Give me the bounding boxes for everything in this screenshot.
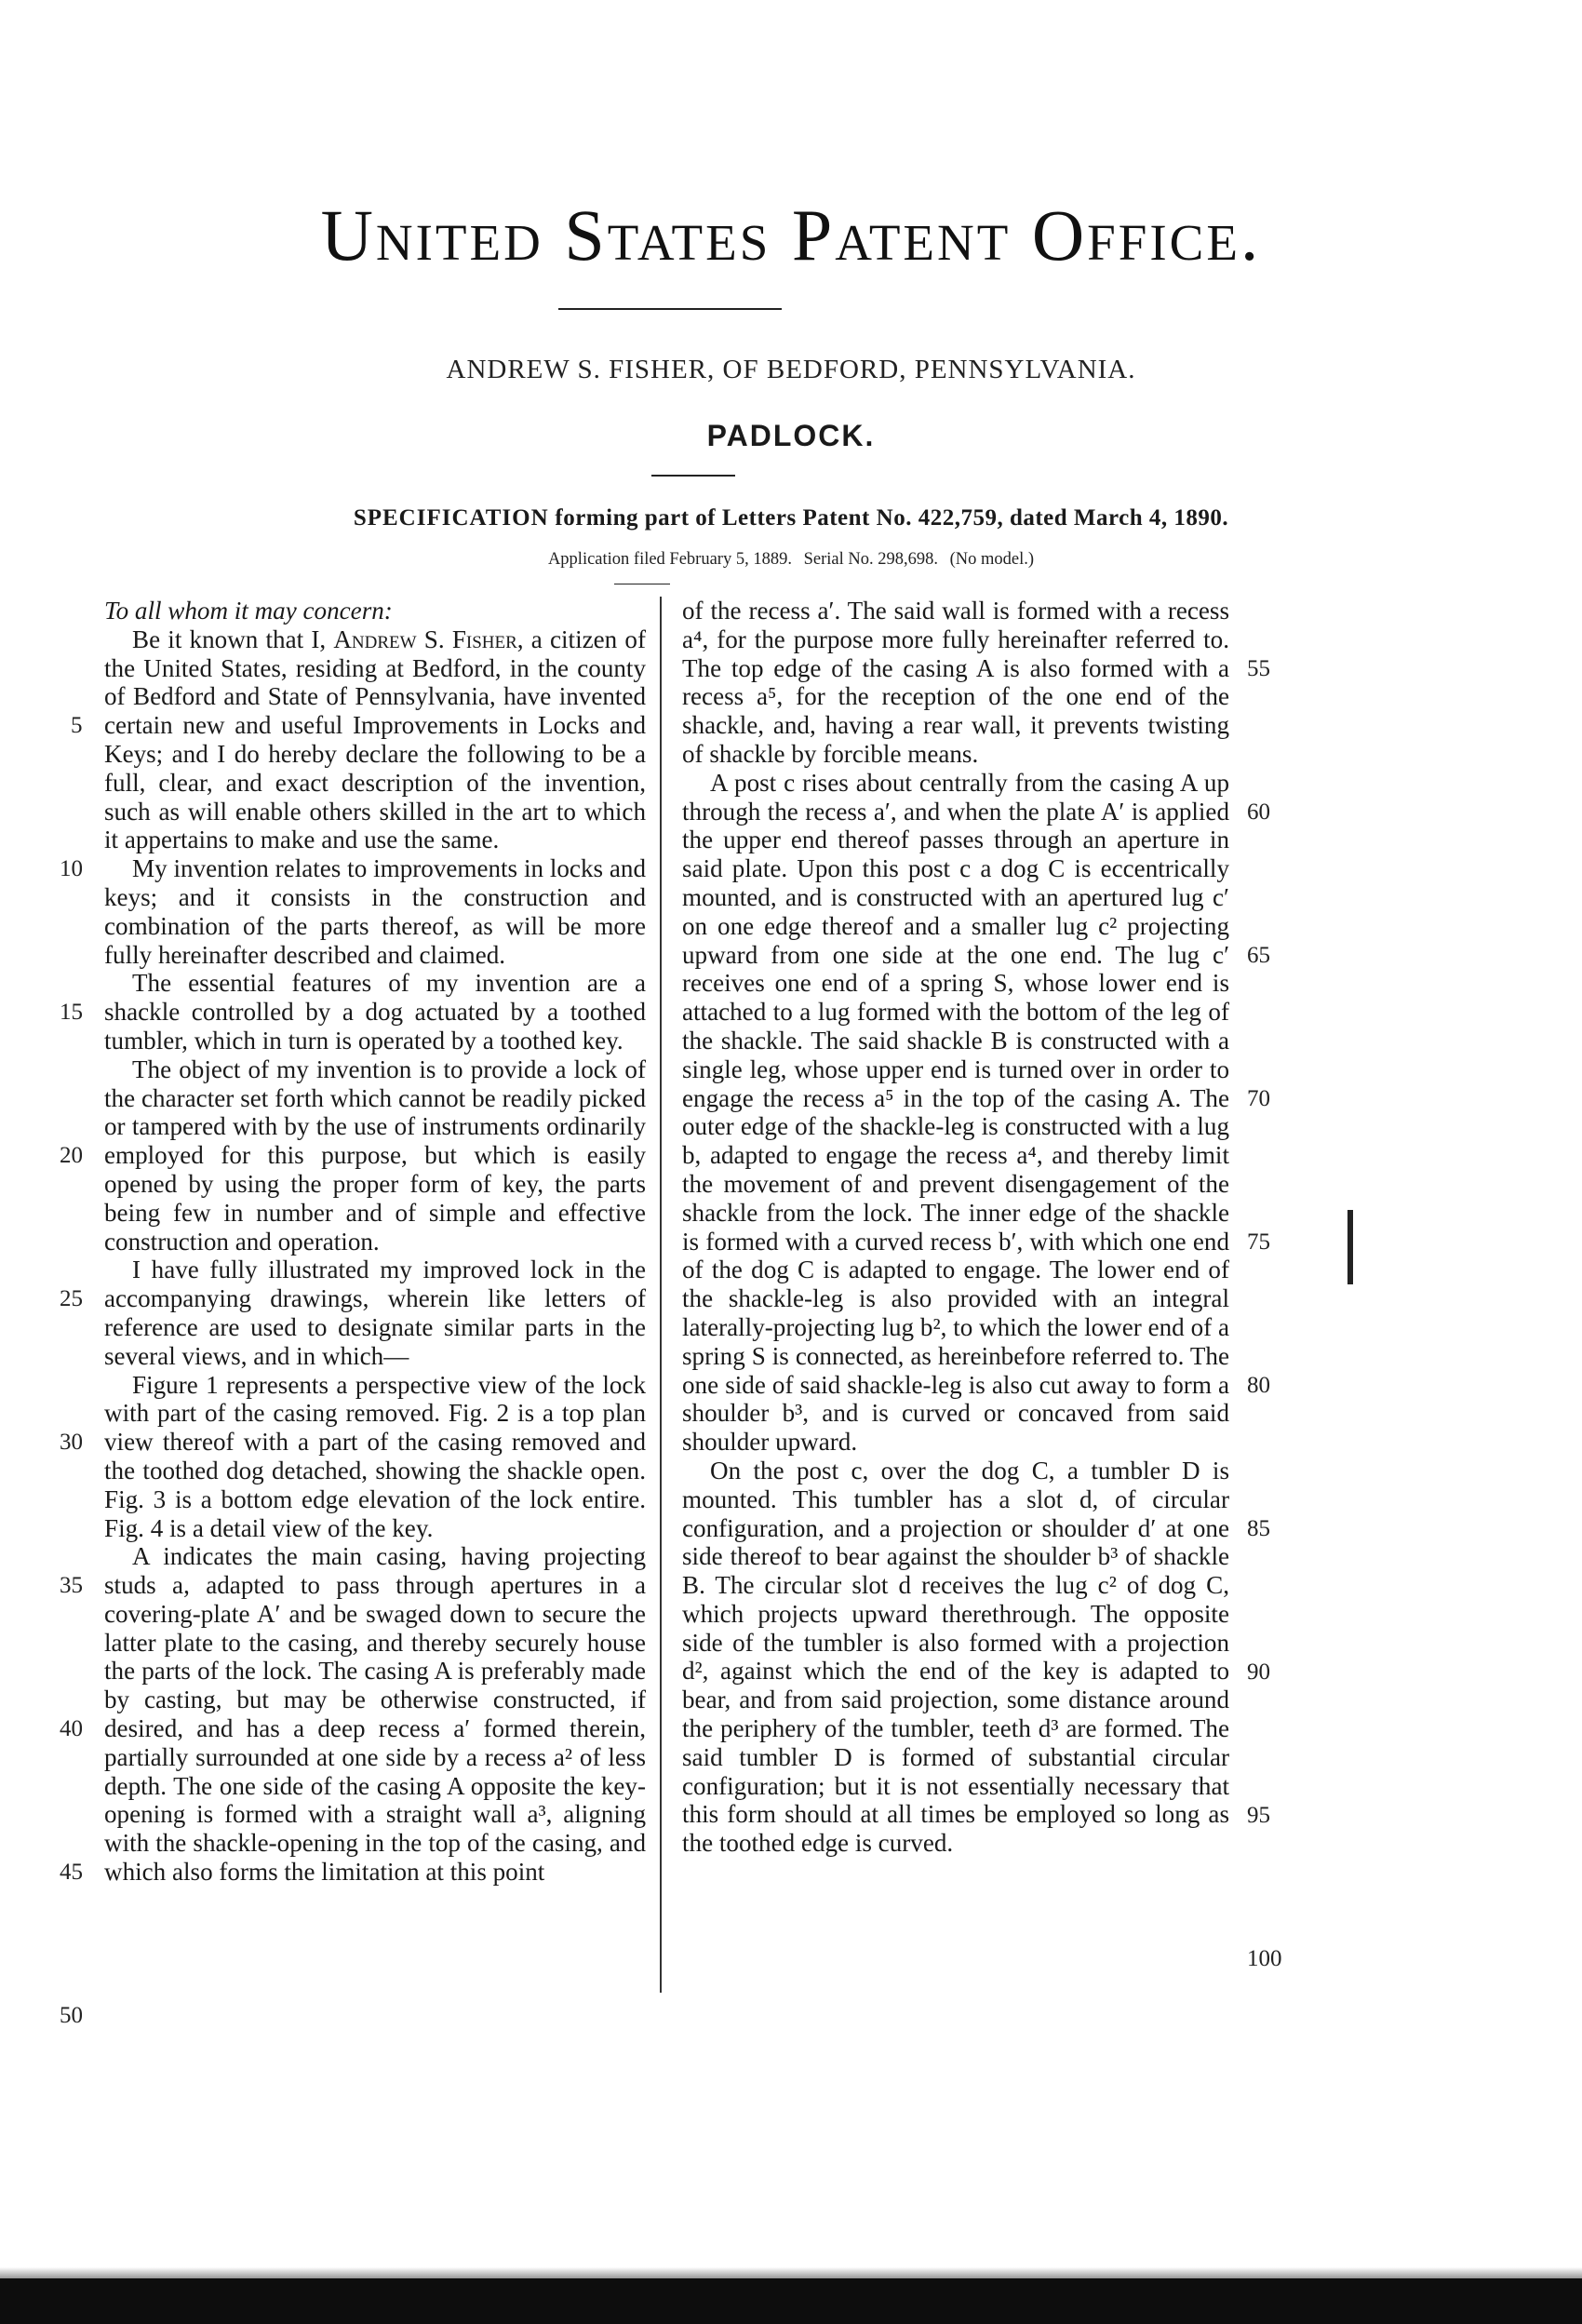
application-filed: Application filed February 5, 1889.	[547, 550, 792, 569]
heading-rule	[558, 308, 782, 310]
line-number-70: 70	[1247, 1086, 1270, 1111]
scan-bottom-edge	[0, 2278, 1582, 2324]
paragraph-casing: A indicates the main casing, having projecting studs a, adapted to pass through apertures in a covering-plate A′ and be swaged down to secure the latter plate to the casing, and thereby securely house the parts of the lock. The casing A is preferably made by casting, but may be otherwise constructed, if desired, and has a deep recess a′ formed therein, partially surrounded at one side by a recess a² of less depth. The one side of the casing A opposite the key-opening is formed with a straight wall a³, aligning with the shackle-opening in the top of the casing, and which also forms the limitation at this point	[104, 1542, 646, 1887]
invention-title: PADLOCK.	[706, 419, 876, 452]
paragraph-drawings: I have fully illustrated my improved lock in the accompanying drawings, wherein like letters of reference are used to designate similar parts in the several views, and in which—	[104, 1256, 646, 1370]
paragraph-tumbler: On the post c, over the dog C, a tumbler D is mounted. This tumbler has a slot d, of circular configuration, and a projection or shoulder d′ at one side thereof to bear against the shoulder b³ of shackle B. The circular slot d receives the lug c² of dog C, which projects upward therethrough. The opposite side of the tumbler is also formed with a projection d², against which the end of the key is adapted to bear, and from said projection, some distance around the periphery of the tumbler, teeth d³ are formed. The said tumbler D is formed of substantial circular configuration; but it is not essentially necessary that this form should at all times be employed so long as the toothed edge is curved.	[682, 1456, 1229, 1858]
line-number-65: 65	[1247, 943, 1270, 968]
salutation: To all whom it may concern:	[104, 597, 393, 625]
intro-text-a: Be it known that I,	[132, 625, 334, 653]
paragraph-relates: My invention relates to improvements in locks and keys; and it consists in the construction and combination of the parts thereof, as will be more fully hereinafter described and claimed.	[104, 854, 646, 969]
paragraph-figures: Figure 1 represents a perspective view of the lock with part of the casing removed. Fig. 2 is a top plan view thereof with a part of the casing removed and the toothed dog detached, showing the shackle open. Fig. 3 is a bottom edge elevation of the lock entire. Fig. 4 is a detail view of the key.	[104, 1370, 646, 1542]
line-number-50: 50	[60, 2003, 83, 2028]
line-number-85: 85	[1247, 1516, 1270, 1541]
line-number-40: 40	[60, 1716, 83, 1741]
paragraph-object: The object of my invention is to provide a lock of the character set forth which cannot be readily picked or tampered with by the use of instruments ordinarily employed for this purpose, but which is easily opened by using the proper form of key, the parts being few in number and of simple and effective construction and operation.	[104, 1055, 646, 1256]
paragraph-recess: of the recess a′. The said wall is formed with a recess a⁴, for the purpose more fully hereinafter referred to. The top edge of the casing A is also formed with a recess a⁵, for the reception of the one end of the shackle, and, having a rear wall, it prevents twisting of shackle by forcible means.	[682, 597, 1229, 768]
line-number-45: 45	[60, 1860, 83, 1885]
patent-office-heading: United States Patent Office.	[320, 195, 1262, 275]
specification-line	[0, 505, 1582, 531]
line-number-60: 60	[1247, 799, 1270, 825]
left-column	[104, 597, 646, 1887]
line-number-25: 25	[60, 1286, 83, 1311]
line-number-90: 90	[1247, 1659, 1270, 1685]
line-number-55: 55	[1247, 656, 1270, 681]
specification-label: SPECIFICATION	[353, 505, 549, 531]
line-number-35: 35	[60, 1573, 83, 1598]
line-number-20: 20	[60, 1143, 83, 1168]
title-rule	[651, 475, 735, 477]
line-number-15: 15	[60, 1000, 83, 1025]
column-divider	[660, 597, 662, 1993]
line-number-10: 10	[60, 856, 83, 881]
line-number-100: 100	[1247, 1946, 1282, 1971]
paragraph-intro	[104, 625, 646, 854]
intro-text-b: , a citizen of the United States, residing at Bedford, in the county of Bedford and State of Pennsylvania, have invented certain new and useful Improvements in Locks and Keys; and I do hereby declare the following to be a full, clear, and exact description of the invention, such as will enable others skilled in the art to which it appertains to make and use the same.	[104, 625, 646, 854]
inventor-line: ANDREW S. FISHER, OF BEDFORD, PENNSYLVANIA.	[446, 355, 1136, 384]
line-number-75: 75	[1247, 1229, 1270, 1255]
line-number-95: 95	[1247, 1803, 1270, 1828]
paragraph-features: The essential features of my invention are a shackle controlled by a dog actuated by a toothed tumbler, which in turn is operated by a toothed key.	[104, 969, 646, 1055]
specification-detail: forming part of Letters Patent No. 422,759, dated March 4, 1890.	[555, 505, 1229, 531]
model-note: (No model.)	[949, 550, 1035, 569]
inventor-name: Andrew S. Fisher	[333, 625, 517, 653]
right-column	[682, 597, 1229, 1858]
scan-margin-mark	[1347, 1210, 1353, 1284]
serial-number: Serial No. 298,698.	[803, 550, 938, 569]
application-line	[0, 550, 1582, 570]
line-number-80: 80	[1247, 1373, 1270, 1398]
paragraph-post: A post c rises about centrally from the casing A up through the recess a′, and when the plate A′ is applied the upper end thereof passes through an aperture in said plate. Upon this post c a dog C is eccentrically mounted, and is constructed with an apertured lug c′ on one edge thereof and a smaller lug c² projecting upward from one side at the one end. The lug c′ receives one end of a spring S, whose lower end is attached to a lug formed with the bottom of the leg of the shackle. The said shackle B is constructed with a single leg, whose upper end is turned over in order to engage the recess a⁵ in the top of the casing A. The outer edge of the shackle-leg is constructed with a lug b, adapted to engage the recess a⁴, and thereby limit the movement of and prevent disengagement of the shackle from the lock. The inner edge of the shackle is formed with a curved recess b′, with which one end of the dog C is adapted to engage. The lower end of the shackle-leg is also provided with an integral laterally-projecting lug b², to which the lower end of a spring S is connected, as hereinbefore referred to. The one side of said shackle-leg is also cut away to form a shoulder b³, and is curved or concaved from said shoulder upward.	[682, 768, 1229, 1457]
line-number-5: 5	[71, 713, 83, 738]
line-number-30: 30	[60, 1430, 83, 1455]
